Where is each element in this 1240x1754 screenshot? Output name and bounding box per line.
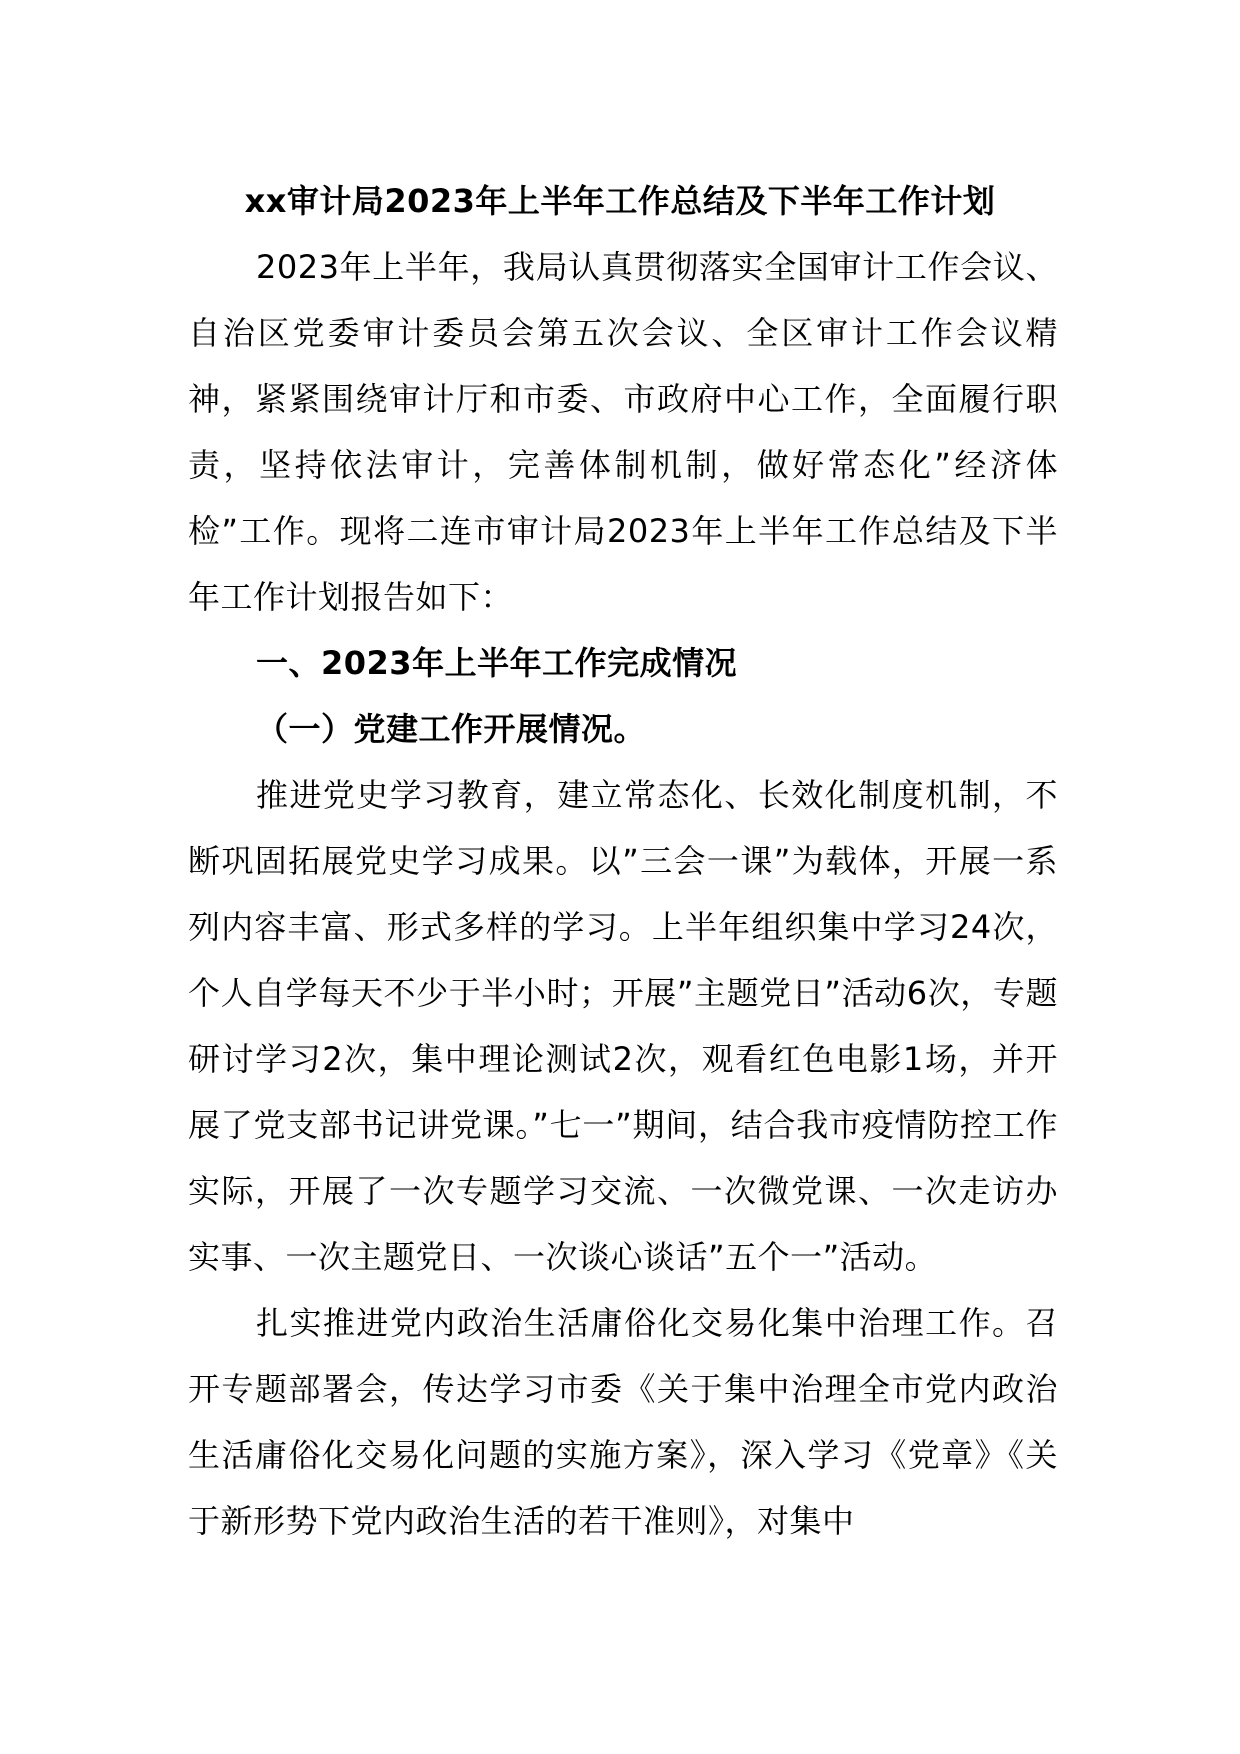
document-title: xx审计局2023年上半年工作总结及下半年工作计划 — [244, 182, 996, 220]
body-paragraph-2: 扎实推进党内政治生活庸俗化交易化集中治理工作。召开专题部署会，传达学习市委《关于集中治理全市党内政治生活庸俗化交易化问题的实施方案》，深入学习《党章》《关于新形势下党内政治生活的若干准则》，对集中 — [188, 1304, 1058, 1540]
document-body — [188, 168, 1058, 1554]
body-paragraph-1: 推进党史学习教育，建立常态化、长效化制度机制，不断巩固拓展党史学习成果。以”三会一课”为载体，开展一系列内容丰富、形式多样的学习。上半年组织集中学习24次，个人自学每天不少于半小时；开展”主题党日”活动6次，专题研讨学习2次，集中理论测试2次，观看红色电影1场，并开展了党支部书记讲党课。”七一”期间，结合我市疫情防控工作实际，开展了一次专题学习交流、一次微党课、一次走访办实事、一次主题党日、一次谈心谈话”五个一”活动。 — [188, 776, 1058, 1276]
section-heading: 一、2023年上半年工作完成情况 — [256, 644, 738, 682]
subsection-heading: （一）党建工作开展情况。 — [256, 710, 647, 748]
intro-paragraph: 2023年上半年，我局认真贯彻落实全国审计工作会议、自治区党委审计委员会第五次会议、全区审计工作会议精神，紧紧围绕审计厅和市委、市政府中心工作，全面履行职责，坚持依法审计，完善体制机制，做好常态化”经济体检”工作。现将二连市审计局2023年上半年工作总结及下半年工作计划报告如下： — [188, 248, 1058, 616]
